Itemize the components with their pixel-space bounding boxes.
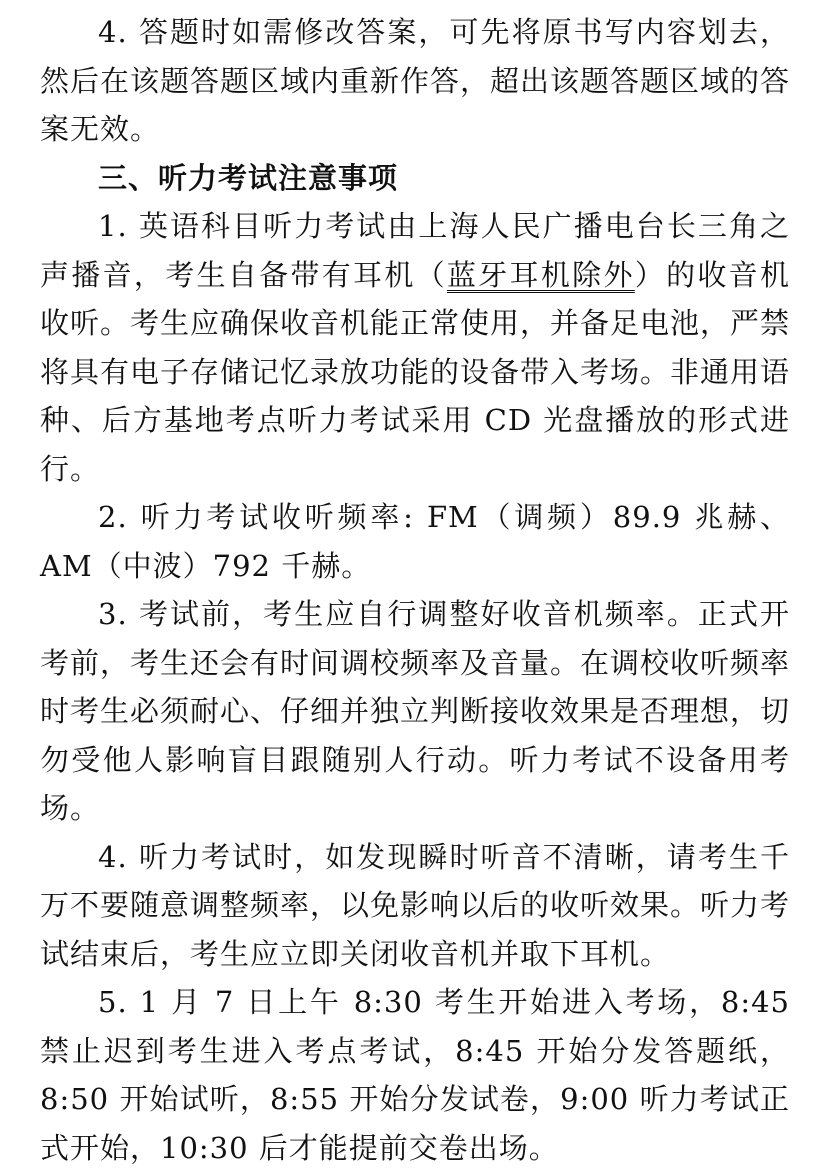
paragraph-answer-revision: 4. 答题时如需修改答案，可先将原书写内容划去，然后在该题答题区域内重新作答，超出该题答题区域的答案无效。 — [40, 15, 791, 146]
paragraph-listening-5: 5. 1 月 7 日上午 8:30 考生开始进入考场，8:45 禁止迟到考生进入考点考试，8:45 开始分发答题纸，8:50 开始试听，8:55 开始分发试卷，9:00 听力考试正式开始，10:30 后才能提前交卷出场。 — [40, 985, 790, 1165]
paragraph-listening-1-start: 1. 英语科目听力考试由上海人民广播电台长三角之声播音，考生自备带有耳机（ — [40, 209, 790, 292]
paragraph-listening-2: 2. 听力考试收听频率: FM（调频）89.9 兆赫、AM（中波）792 千赫。 — [40, 500, 790, 583]
document-page — [40, 8, 790, 1172]
paragraph-listening-1 — [40, 202, 790, 493]
paragraph-listening-1-end: ）的收音机收听。考生应确保收音机能正常使用，并备足电池，严禁将具有电子存储记忆录放功能的设备带入考场。非通用语种、后方基地考点听力考试采用 CD 光盘播放的形式进行。 — [40, 257, 791, 486]
underlined-bluetooth-note: 蓝牙耳机除外 — [446, 257, 635, 292]
paragraph-listening-3: 3. 考试前，考生应自行调整好收音机频率。正式开考前，考生还会有时间调校频率及音量。在调校收听频率时考生必须耐心、仔细并独立判断接收效果是否理想，切勿受他人影响盲目跟随别人行动。听力考试不设备用考场。 — [40, 597, 791, 825]
section-heading-listening: 三、听力考试注意事项 — [98, 160, 399, 195]
paragraph-listening-4: 4. 听力考试时，如发现瞬时听音不清晰，请考生千万不要随意调整频率，以免影响以后的收听效果。听力考试结束后，考生应立即关闭收音机并取下耳机。 — [40, 839, 791, 971]
